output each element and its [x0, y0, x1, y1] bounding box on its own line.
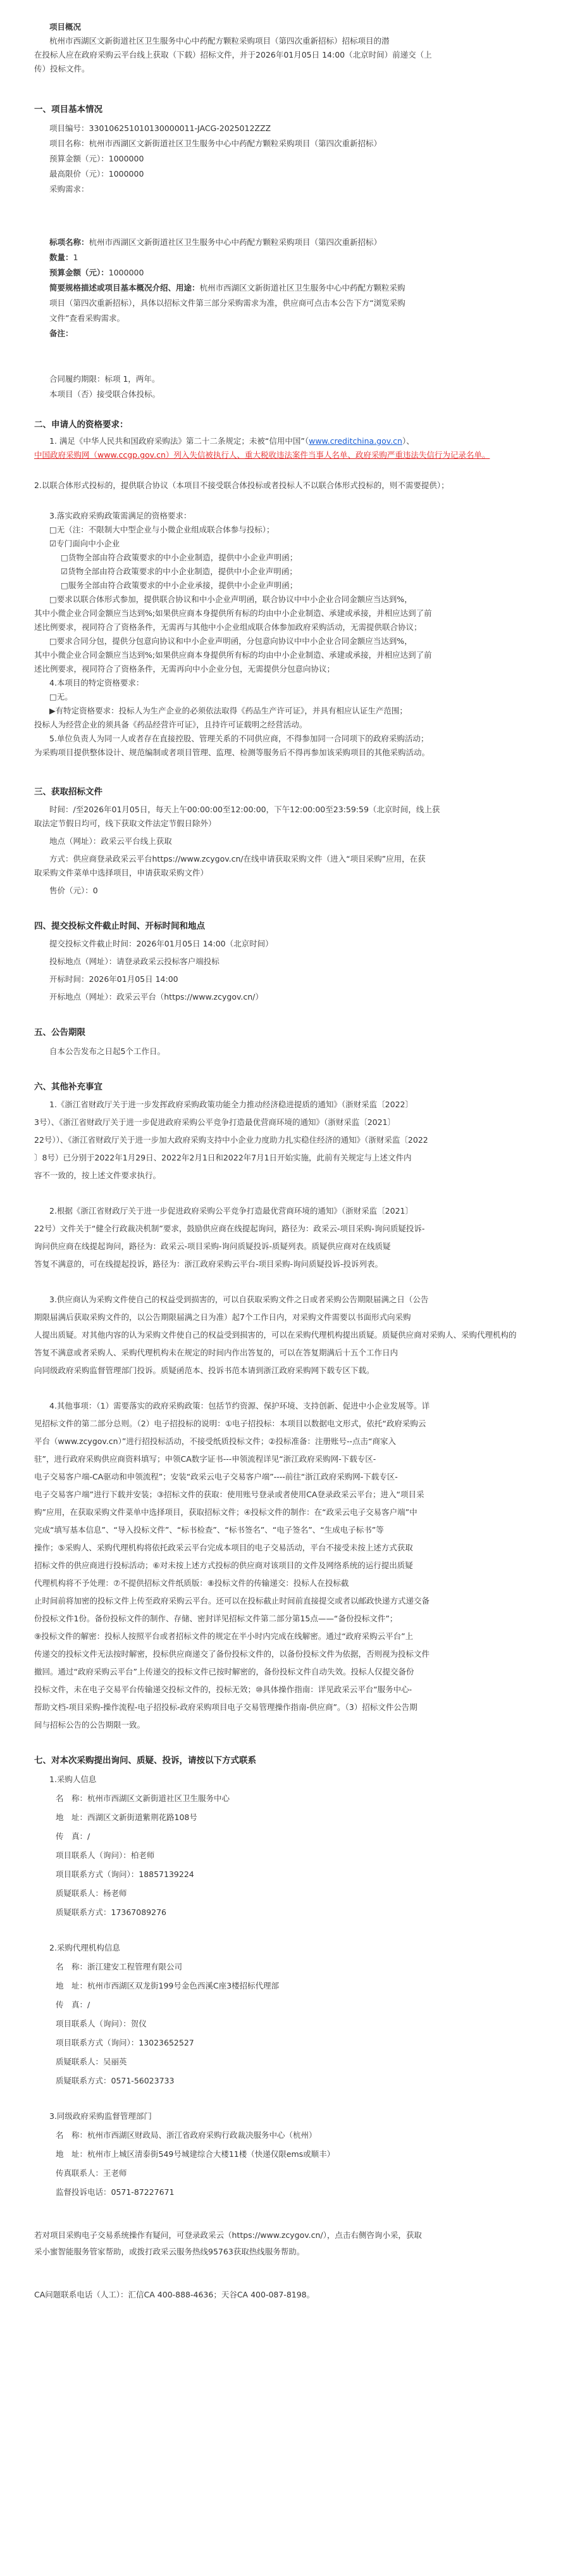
supplementary-text: 电子交易客户端”进行下载并安装；③招标文件的获取：使用账号登录或者使用CA登录政采云平台；进入“项目采 — [34, 1490, 424, 1499]
supplementary-text: 3.供应商认为采购文件使自己的权益受到损害的，可以自获取采购文件之日或者采购公告期限届满之日（公告 — [49, 1295, 429, 1304]
overview-text: 传）投标文件。 — [34, 64, 90, 73]
opening-place: 开标地点（网址）：政采云平台（https://www.zcygov.cn/） — [49, 992, 263, 1002]
supplementary-text: 撤回。通过“政府采购云平台”上传递交的投标文件已按时解密的，备份投标文件自动失效。投标人仅提交备份 — [34, 1667, 414, 1676]
contact-group-title: 1.采购人信息 — [49, 1775, 97, 1784]
contact-field: 项目联系人（询问）：柏老师 — [56, 1850, 155, 1860]
contact-field: 质疑联系方式：17367089276 — [56, 1907, 166, 1917]
consortium-note: 本项目（否）接受联合体投标。 — [49, 389, 161, 399]
section-heading-supplementary: 六、其他补充事宜 — [34, 1082, 102, 1092]
supplementary-text: 投标文件，未在电子交易平台传输递交投标文件的，投标无效；⑩具体操作指南：详见政采云平台“服务中心- — [34, 1685, 412, 1694]
qualification-item: 5.单位负责人为同一人或者存在直接控股、管理关系的不同供应商，不得参加同一合同项下的政府采购活动； — [49, 734, 429, 743]
supplementary-text: 购”应用，在获取采购文件菜单中选择项目，获取招标文件；④投标文件的制作：在“政采云电子交易客户端”中 — [34, 1507, 417, 1517]
lot-quantity-value: 1 — [73, 253, 78, 262]
qualification-item: 4.本项目的特定资格要求： — [49, 678, 144, 688]
policy-option: □无。 — [49, 692, 73, 701]
lot-budget-label: 预算金额（元）： — [49, 268, 109, 277]
policy-option: ☑货物全部由符合政策要求的中小企业制造，提供中小企业声明函； — [61, 567, 297, 576]
contact-group-title: 3.同级政府采购监督管理部门 — [49, 2111, 152, 2121]
policy-option: 其中小微企业合同金额应当达到%;如果供应商本身提供所有标的均由中小企业制造、承建或承接，并相应达到了前 — [34, 608, 432, 618]
submission-place: 投标地点（网址）：请登录政采云投标客户端投标 — [49, 957, 219, 966]
supplementary-text: 帮助文档-项目采购-操作流程-电子招投标-政府采购项目电子交易管理操作指南-供应商”。（3）招标文件公告期 — [34, 1702, 417, 1712]
policy-option: □货物全部由符合政策要求的中小企业制造，提供中小企业声明函； — [61, 553, 298, 562]
qualification-text: ）、 — [402, 436, 414, 446]
supplementary-text: 1.《浙江省财政厅关于进一步发挥政府采购政策功能全力推动经济稳进提质的通知》（浙财采监〔2022〕 — [49, 1100, 413, 1109]
supplementary-text: 平台（www.zcygov.cn）”进行招投标活动，不接受纸质投标文件；②投标准备：注册账号--点击“商家入 — [34, 1436, 397, 1446]
contact-field: 监督投诉电话：0571-87227671 — [56, 2187, 175, 2197]
qualification-text: 1. 满足《中华人民共和国政府采购法》第二十二条规定；未被“信用中国”（ — [49, 436, 309, 446]
policy-option: ▶有特定资格要求：投标人为生产企业的必须依法取得《药品生产许可证》，并具有相应认证生产范围； — [49, 706, 407, 715]
contact-field: 项目联系方式（询问）：13023652527 — [56, 2038, 194, 2047]
section-heading-obtain-docs: 三、获取招标文件 — [34, 787, 102, 797]
supplementary-text: 传递交的投标文件无法按时解密，投标供应商递交了备份投标文件的，以备份投标文件为依据，否则视为投标文件 — [34, 1649, 430, 1659]
overview-text: 杭州市西湖区文新街道社区卫生服务中心中药配方颗粒采购项目（第四次重新招标）招标项目的潜 — [49, 36, 390, 46]
footer-help-text: 采小蜜智能服务管家帮助，或拨打政采云服务热线95763获取热线服务帮助。 — [34, 2247, 305, 2256]
policy-option: 述比例要求，视同符合了资格条件，无需再与其他中小企业组成联合体参加政府采购活动，无需提供联合协议； — [34, 622, 422, 632]
contact-field: 项目联系方式（询问）：18857139224 — [56, 1869, 194, 1879]
supplementary-text: 容不一致的，按上述文件要求执行。 — [34, 1171, 161, 1180]
policy-option: 述比例要求，视同符合了资格条件，无需再向中小企业分包，无需提供分包意向协议； — [34, 664, 335, 674]
overview-text: 在投标人应在政府采购云平台线上获取（下载）招标文件，并于2026年01月05日 14:00（北京时间）前递交（上 — [34, 50, 432, 60]
supplementary-text: 份投标文件1份。备份投标文件的制作、存储、密封详见招标文件第二部分第15点——“备份投标文件”； — [34, 1614, 398, 1623]
policy-option: □要求以联合体形式参加，提供联合协议和中小企业声明函，联合协议中中小企业合同金额应当达到%， — [49, 594, 412, 604]
policy-option: □无（注：不限制大中型企业与小微企业组成联合体参与投标）； — [49, 525, 275, 534]
supplementary-text: 22号））、《浙江省财政厅关于进一步加大政府采购支持中小企业力度助力扎实稳住经济的通知》（浙财采监〔2022 — [34, 1135, 428, 1145]
lot-budget — [49, 266, 144, 280]
supplementary-text: 〕8号）已分别于2022年1月29日、2022年2月1日和2022年7月1日开始实施，此前有关规定与上述文件内 — [34, 1153, 412, 1162]
ccgp-link-text[interactable]: 中国政府采购网（www.ccgp.gov.cn）列入失信被执行人、重大税收违法案件当事人名单、政府采购严重违法失信行为记录名单。 — [34, 450, 490, 460]
lot-quantity — [49, 251, 78, 265]
section-heading-notice-period: 五、公告期限 — [34, 1027, 85, 1038]
ccgp-link[interactable] — [34, 448, 540, 462]
qualification-item — [49, 434, 414, 448]
policy-option: □服务全部由符合政策要求的中小企业承接，提供中小企业声明函； — [61, 581, 298, 590]
policy-option: 其中小微企业合同金额应当达到%;如果供应商本身提供所有标的均由中小企业制造、承建或承接，并相应达到了前 — [34, 650, 432, 660]
qualification-item: 2.以联合体形式投标的，提供联合协议（本项目不接受联合体投标或者投标人不以联合体形式投标的，则不需要提供）； — [34, 481, 449, 490]
obtain-price: 售价（元）：0 — [49, 886, 98, 895]
contract-term: 合同履约期限：标项 1，两年。 — [49, 374, 160, 384]
supplementary-text: 间与招标公告的公告期限一致。 — [34, 1720, 145, 1730]
supplementary-text: 代理机构将不予处理：⑦不提供招标文件纸质版：⑧投标文件的传输递交：投标人在投标截 — [34, 1578, 349, 1588]
obtain-time: 时间：/至2026年01月05日，每天上午00:00:00至12:00:00，下午12:00:00至23:59:59（北京时间，线上获 — [49, 805, 440, 814]
contact-field: 名 称：浙江建安工程管理有限公司 — [56, 1962, 183, 1971]
supplementary-text: 2.根据《浙江省财政厅关于进一步促进政府采购公平竞争打造最优营商环境的通知》（浙财采监〔2021〕 — [49, 1206, 413, 1216]
section-heading-qualifications: 二、申请人的资格要求： — [34, 420, 128, 430]
project-name: 项目名称：杭州市西湖区文新街道社区卫生服务中心中药配方颗粒采购项目（第四次重新招标） — [49, 139, 382, 148]
supplementary-text: 完成“填写基本信息”、“导入投标文件”、“标书检查”、“标书签名”、“电子签名”、“生成电子标书”等 — [34, 1525, 384, 1535]
supplementary-text: 见招标文件的第二部分总则。（2）电子招投标的说明：①电子招投标：本项目以数据电文形式，依托“政府采购云 — [34, 1419, 426, 1428]
lot-description-text: 文件”查看采购需求。 — [49, 313, 125, 323]
contact-field: 地 址：西湖区文新街道紫荆花路108号 — [56, 1813, 197, 1822]
contact-field: 地 址：杭州市上城区清泰街549号城建综合大楼11楼（快递仅限ems或顺丰） — [56, 2149, 335, 2159]
supplementary-text: 询问供应商在线提起询问，路径为：政采云-项目采购-询问质疑投诉-质疑列表。质疑供应商对在线质疑 — [34, 1241, 391, 1251]
lot-remark-label: 备注： — [49, 329, 73, 338]
contact-field: 名 称：杭州市西湖区财政局、浙江省政府采购行政裁决服务中心（杭州） — [56, 2130, 317, 2140]
supplementary-text: 3号）、《浙江省财政厅关于进一步促进政府采购公平竞争打造最优营商环境的通知》（浙财采监〔2021〕 — [34, 1117, 396, 1127]
budget-amount: 预算金额（元）：1000000 — [49, 154, 144, 163]
contact-field: 传 真：/ — [56, 1831, 90, 1841]
section-heading-deadline: 四、提交投标文件截止时间、开标时间和地点 — [34, 921, 205, 931]
contact-field: 名 称：杭州市西湖区文新街道社区卫生服务中心 — [56, 1794, 230, 1803]
lot-name — [49, 236, 381, 249]
qualification-item: 为采购项目提供整体设计、规范编制或者项目管理、监理、检测等服务后不得再参加该采购项目的其他采购活动。 — [34, 748, 430, 757]
contact-field: 地 址：杭州市西湖区双龙街199号金色西溪C座3楼招标代理部 — [56, 1981, 280, 1990]
contact-group-title: 2.采购代理机构信息 — [49, 1943, 120, 1952]
lot-quantity-label: 数量： — [49, 253, 73, 262]
supplementary-text: 电子交易客户端-CA驱动和申领流程”；安装“政采云电子交易客户端”----前往“浙江政府采购网-下载专区- — [34, 1472, 398, 1481]
contact-field: 项目联系人（询问）：贺仪 — [56, 2019, 147, 2028]
supplementary-text: 4.其他事项：（1）需要落实的政府采购政策：包括节约资源、保护环境、支持创新、促进中小企业发展等。详 — [49, 1401, 430, 1411]
obtain-method: 取采购文件菜单中选择项目，申请获取采购文件） — [34, 868, 209, 877]
supplementary-text: 答复不满意或者采购人、采购代理机构未在规定的时间内作出答复的，可以在答复期满后十五个工作日内 — [34, 1348, 399, 1357]
supplementary-text: 人提出质疑。对其他内容的认为采购文件使自己的权益受到损害的，可以在采购代理机构提出质疑。质疑供应商对采购人、采购代理机构的 — [34, 1330, 517, 1340]
supplementary-text: 操作；⑤采购人、采购代理机构将依托政采云平台完成本项目的电子交易活动，平台不接受未按上述方式获取 — [34, 1543, 413, 1552]
footer-ca-contact: CA问题联系电话（人工）：汇信CA 400-888-4636；天谷CA 400-087-8198。 — [34, 2290, 315, 2299]
footer-help-text: 若对项目采购电子交易系统操作有疑问，可登录政采云（https://www.zcygov.cn/），点击右侧咨询小采，获取 — [34, 2230, 422, 2240]
policy-option: □要求合同分包，提供分包意向协议和中小企业声明函，分包意向协议中中小企业合同金额应当达到%， — [49, 636, 412, 646]
lot-description-text: 杭州市西湖区文新街道社区卫生服务中心中药配方颗粒采购 — [199, 283, 405, 292]
supplementary-text: 22号）文件关于“健全行政裁决机制”要求，鼓励供应商在线提起询问，路径为：政采云-项目采购-询问质疑投诉- — [34, 1224, 425, 1233]
notice-period: 自本公告发布之日起5个工作日。 — [49, 1046, 165, 1056]
lot-description — [49, 281, 405, 295]
opening-time: 开标时间：2026年01月05日 14:00 — [49, 974, 178, 984]
supplementary-text: ⑨投标文件的解密：投标人按照平台或者招标文件的规定在半小时内完成在线解密。通过“政府采购云平台”上 — [34, 1631, 414, 1641]
supplementary-text: 止时间前将加密的投标文件上传至政府采购云平台。还可以在投标截止时间前直接提交或者以邮政快递方式递交备 — [34, 1596, 430, 1605]
policy-option: ☑专门面向中小企业 — [49, 539, 120, 548]
qualification-item: 3.落实政府采购政策需满足的资格要求： — [49, 511, 192, 520]
contact-field: 传真联系人：王老师 — [56, 2168, 127, 2178]
obtain-place: 地点（网址）：政采云平台线上获取 — [49, 836, 172, 846]
lot-budget-value: 1000000 — [108, 268, 144, 277]
contact-field: 质疑联系人：杨老师 — [56, 1888, 127, 1898]
section-heading-contacts: 七、对本次采购提出询问、质疑、投诉，请按以下方式联系 — [34, 1756, 256, 1766]
policy-option: 投标人为经营企业的须具备《药品经营许可证》，且持许可证载明之经营活动。 — [34, 720, 307, 729]
max-price: 最高限价（元）：1000000 — [49, 169, 144, 179]
supplementary-text: 驻”，进行政府采购供应商资料填写；申领CA数字证书---申领流程详见“浙江政府采购网-下载专区- — [34, 1454, 376, 1464]
lot-name-value: 杭州市西湖区文新街道社区卫生服务中心中药配方颗粒采购项目（第四次重新招标） — [89, 237, 382, 247]
supplementary-text: 期限届满后获取采购文件的，以公告期限届满之日为准）起7个工作日内，对采购文件需要以书面形式向采购 — [34, 1312, 411, 1322]
contact-field: 传 真：/ — [56, 2000, 90, 2009]
requirements-label: 采购需求： — [49, 184, 89, 194]
contact-field: 质疑联系方式：0571-56023733 — [56, 2076, 175, 2085]
lot-description-text: 项目（第四次重新招标），具体以招标文件第三部分采购需求为准，供应商可点击本公告下方“浏览采购 — [49, 298, 405, 308]
contact-field: 质疑联系人：吴丽英 — [56, 2057, 127, 2066]
overview-title: 项目概况 — [49, 22, 82, 32]
obtain-time: 取法定节假日均可，线下获取文件法定节假日除外） — [34, 819, 216, 828]
supplementary-text: 向同级政府采购监督管理部门投诉。质疑函范本、投诉书范本请到浙江政府采购网下载专区下载。 — [34, 1366, 374, 1375]
obtain-method: 方式：供应商登录政采云平台https://www.zcygov.cn/在线申请获取采购文件（进入“项目采购”应用，在获 — [49, 854, 426, 864]
submission-deadline: 提交投标文件截止时间：2026年01月05日 14:00（北京时间） — [49, 939, 273, 948]
supplementary-text: 招标文件的供应商进行投标活动；⑥对未按上述方式投标的供应商对该项目的文件及网络系统的运行提出质疑 — [34, 1561, 413, 1570]
supplementary-text: 答复不满意的，可在线提起投诉，路径为：浙江政府采购云平台-项目采购-询问质疑投诉-投诉列表。 — [34, 1259, 383, 1269]
lot-name-label: 标项名称： — [49, 237, 89, 247]
credit-china-link[interactable]: www.creditchina.gov.cn — [309, 436, 402, 446]
section-heading-basic-info: 一、项目基本情况 — [34, 104, 102, 115]
project-number: 项目编号：330106251010130000011-JACG-2025012ZZZ — [49, 123, 271, 133]
lot-description-label: 简要规格描述或项目基本概况介绍、用途： — [49, 283, 200, 292]
